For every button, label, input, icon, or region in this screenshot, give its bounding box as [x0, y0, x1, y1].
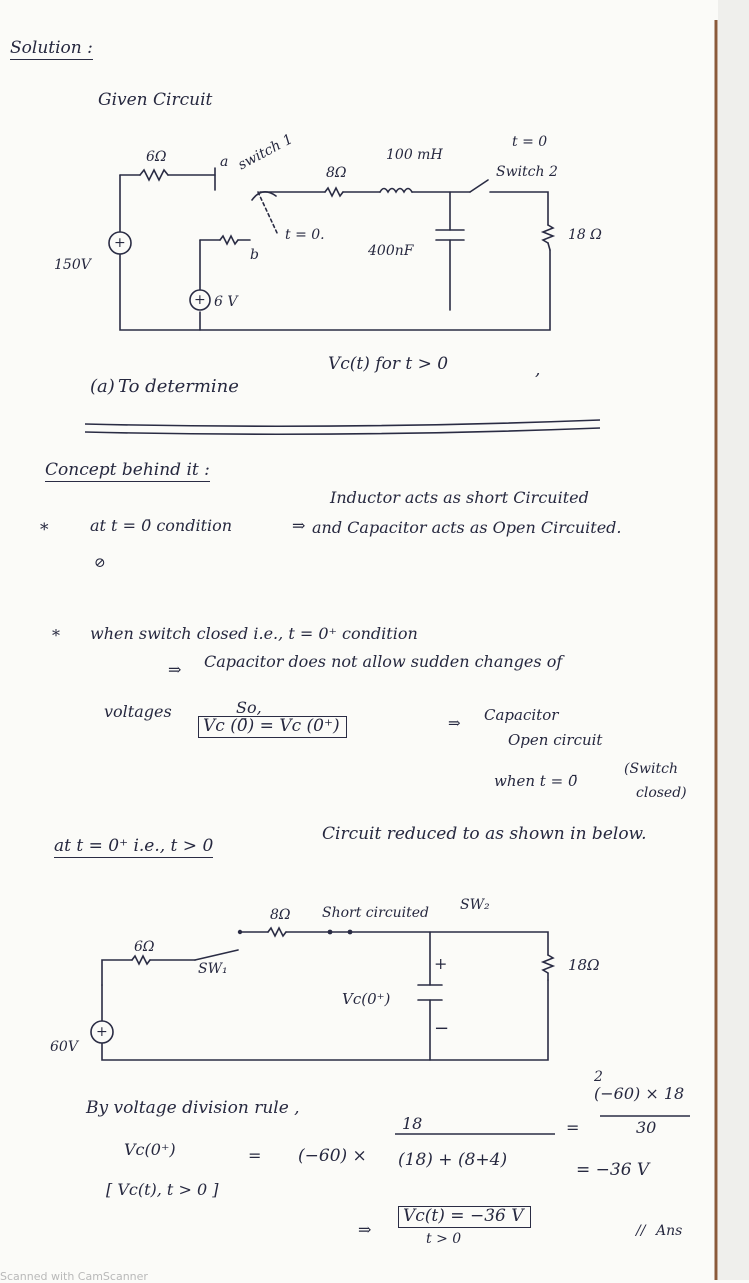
label-r8: 8Ω: [326, 165, 347, 181]
part-a-label: (a): [90, 376, 115, 397]
calc-num: 18: [402, 1114, 423, 1133]
final-answer-sub: t > 0: [426, 1231, 462, 1247]
concept-title: Concept behind it :: [45, 460, 210, 480]
part-a-comma: ,: [535, 360, 541, 380]
c2-label-sw2: SW₂: [460, 897, 490, 913]
c2-label-r8: 8Ω: [270, 907, 291, 923]
ans-slashes: //: [636, 1223, 646, 1239]
ans-label: Ans: [656, 1223, 683, 1239]
scanner-footer: Scanned with CamScanner: [0, 1270, 148, 1283]
note-arrow: ⇒: [448, 714, 461, 732]
calc-eq2: =: [566, 1118, 580, 1137]
reduced-condition: at t = 0⁺ i.e., t > 0: [54, 836, 214, 856]
bullet-2-arrow: ⇒: [168, 660, 182, 679]
calc-step-den: 30: [636, 1118, 657, 1137]
bullet-circle: ⊘: [94, 555, 106, 571]
label-switch2: Switch 2: [496, 164, 558, 180]
note-closed: closed): [636, 785, 687, 801]
bullet-1-star: *: [40, 520, 49, 540]
so-label: So,: [236, 698, 262, 717]
c2-label-v60: 60V: [50, 1039, 78, 1055]
c2-label-short: Short circuited: [322, 905, 430, 921]
calc-lhs: Vc(0⁺): [124, 1140, 176, 1159]
bullet-2-text2: voltages: [104, 702, 172, 721]
calc-factor: (−60) ×: [298, 1146, 367, 1166]
calc-step-small: 2: [594, 1069, 603, 1085]
label-r18: 18 Ω: [568, 227, 602, 243]
c2-label-minus: −: [434, 1018, 450, 1039]
note-when: when t = 0̄: [494, 772, 578, 790]
c2-label-plus: +: [434, 954, 448, 973]
note-switch: (Switch: [624, 761, 678, 777]
note-open-circuit: Open circuit: [508, 731, 603, 749]
bullet-2-prefix: when switch closed i.e., t = 0⁺ condition: [90, 624, 418, 643]
label-t0: t = 0: [512, 134, 548, 150]
calc-bracket: [ Vc(t), t > 0 ]: [106, 1180, 219, 1199]
label-r6: 6Ω: [146, 149, 167, 165]
bullet-2-text: Capacitor does not allow sudden changes of: [204, 652, 563, 671]
v150-source-symbol: +: [114, 235, 126, 251]
v6-source-symbol: +: [194, 292, 206, 308]
given-circuit-title: Given Circuit: [98, 90, 213, 110]
c2-label-vc: Vc(0⁺): [342, 990, 391, 1008]
calc-eq: =: [248, 1146, 262, 1165]
calc-den: (18) + (8+4): [398, 1150, 508, 1170]
part-a-to-determine: To determine: [118, 376, 239, 397]
c2-label-r18: 18Ω: [568, 956, 600, 974]
c2-label-sw1: SW₁: [198, 961, 228, 977]
label-switch1: switch 1: [235, 131, 296, 174]
bullet-1-arrow: ⇒: [292, 516, 306, 535]
calc-rule: By voltage division rule ,: [86, 1098, 300, 1118]
label-node-b: b: [250, 247, 259, 263]
c2-label-r6: 6Ω: [134, 939, 155, 955]
reduced-text: Circuit reduced to as shown in below.: [322, 824, 647, 844]
final-answer-box: Vc(t) = −36 V: [398, 1206, 531, 1228]
v60-source-symbol: +: [96, 1024, 108, 1040]
note-capacitor: Capacitor: [484, 706, 559, 724]
bullet-1-prefix: at t = 0̄ condition: [90, 516, 233, 535]
solution-heading: Solution :: [10, 38, 93, 58]
bullet-1-text2: and Capacitor acts as Open Circuited.: [312, 518, 622, 537]
label-node-a: a: [220, 154, 229, 170]
label-l100: 100 mH: [386, 147, 443, 163]
bullet-2-star: *: [52, 626, 60, 645]
label-t0b: t = 0.: [285, 227, 325, 243]
label-c400: 400nF: [368, 243, 414, 259]
calc-step: (−60) × 18: [594, 1084, 685, 1103]
calc-arrow: ⇒: [358, 1220, 372, 1239]
calc-result: = −36 V: [576, 1160, 650, 1180]
part-a-target: Vc(t) for t > 0: [328, 354, 449, 374]
equation-box: Vc (0̄) = Vc (0⁺): [198, 716, 347, 738]
bullet-1-text: Inductor acts as short Circuited: [330, 488, 589, 507]
label-v150: 150V: [54, 257, 91, 273]
label-v6: 6 V: [214, 294, 238, 310]
